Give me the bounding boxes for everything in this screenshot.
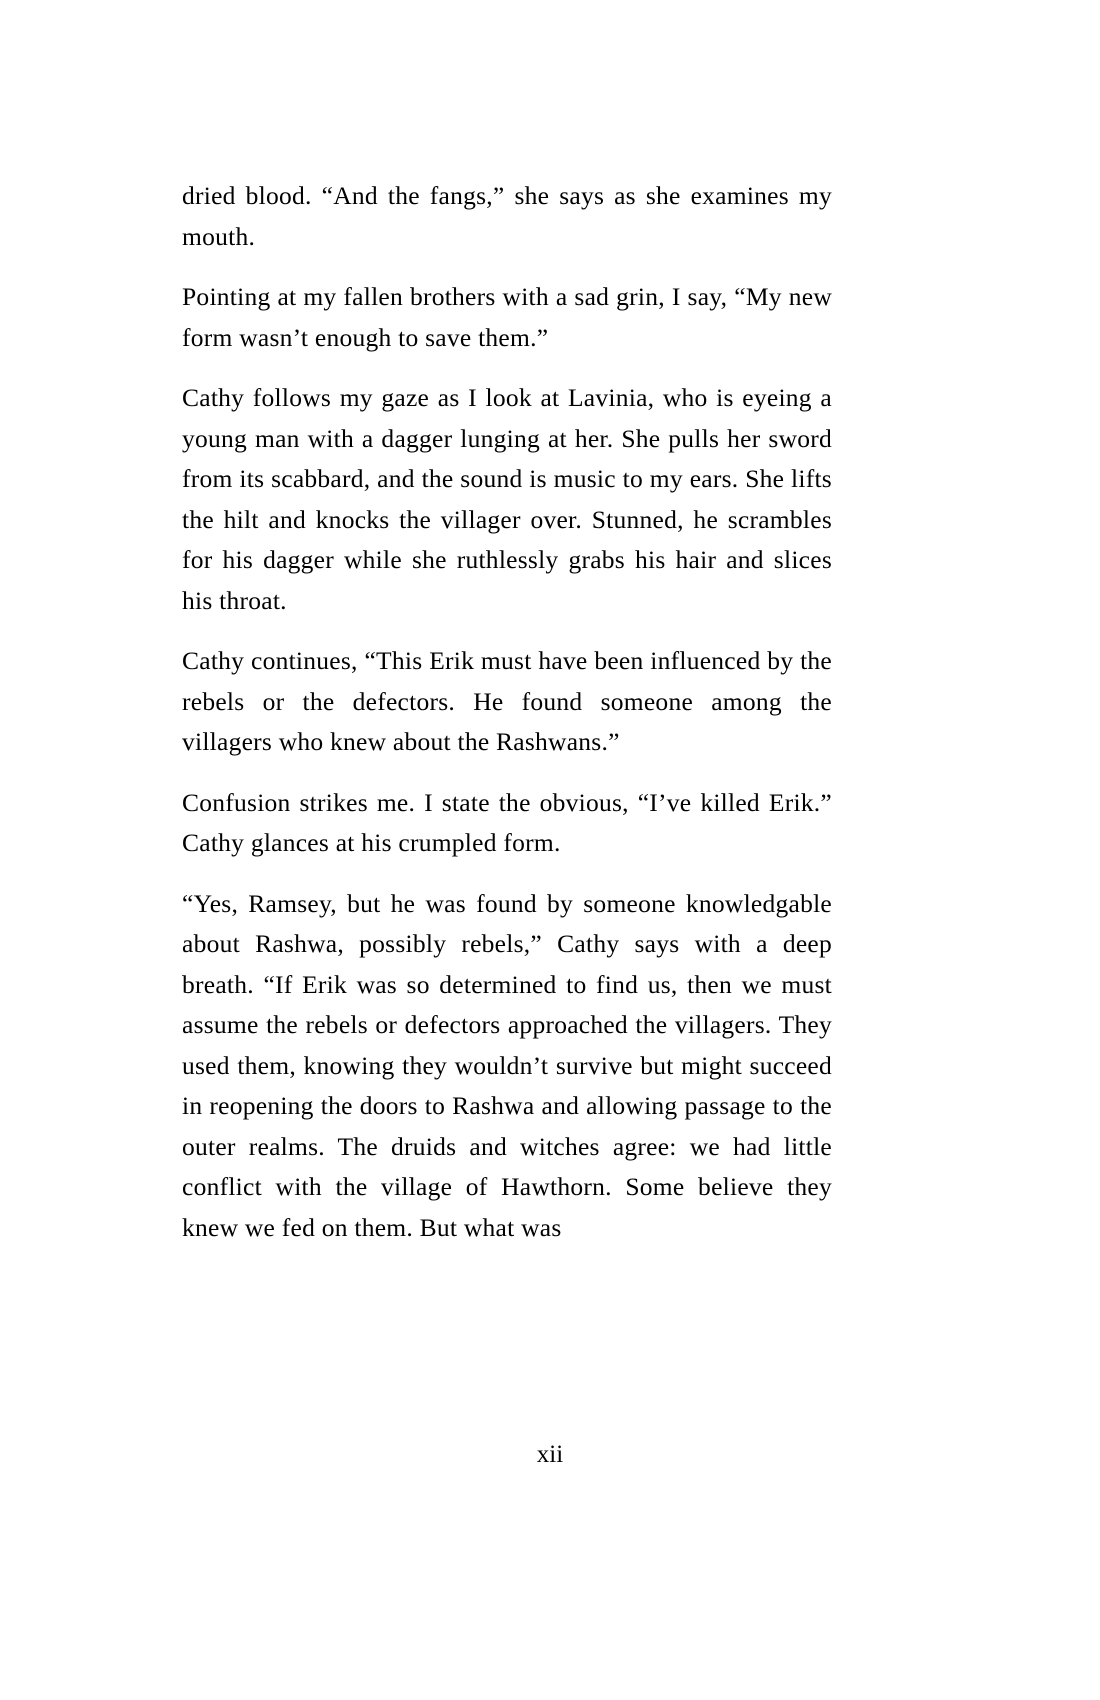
paragraph-6: “Yes, Ramsey, but he was found by someone knowledgable about Rashwa, possibly rebels,” Cathy says with a deep breath. “If Erik was so determined to find us, then we must assume the rebels or defectors approached the villagers. They used them, knowing they wouldn’t survive but might succeed in reopening the doors to Rashwa and allowing passage to the outer realms. The druids and witches agree: we had little conflict with the village of Hawthorn. Some believe they knew we fed on them. But what was bbox=[182, 888, 832, 1242]
paragraph-2: Pointing at my fallen brothers with a sad grin, I say, “My new form wasn’t enough to save them.” bbox=[182, 282, 832, 352]
paragraph-5: Confusion strikes me. I state the obvious, “I’ve killed Erik.” Cathy glances at his crumpled form. bbox=[182, 787, 832, 857]
paragraph-1: dried blood. “And the fangs,” she says as she examines my mouth. bbox=[182, 181, 832, 251]
body-text-column bbox=[182, 176, 832, 1248]
paragraph-3: Cathy follows my gaze as I look at Lavinia, who is eyeing a young man with a dagger lunging at her. She pulls her sword from its scabbard, and the sound is music to my ears. She lifts the hilt and knocks the villager over. Stunned, he scrambles for his dagger while she ruthlessly grabs his hair and slices his throat. bbox=[182, 383, 832, 615]
paragraph-4: Cathy continues, “This Erik must have been influenced by the rebels or the defectors. He found someone among the villagers who knew about the Rashwans.” bbox=[182, 646, 832, 756]
page-number: xii bbox=[536, 1441, 564, 1468]
